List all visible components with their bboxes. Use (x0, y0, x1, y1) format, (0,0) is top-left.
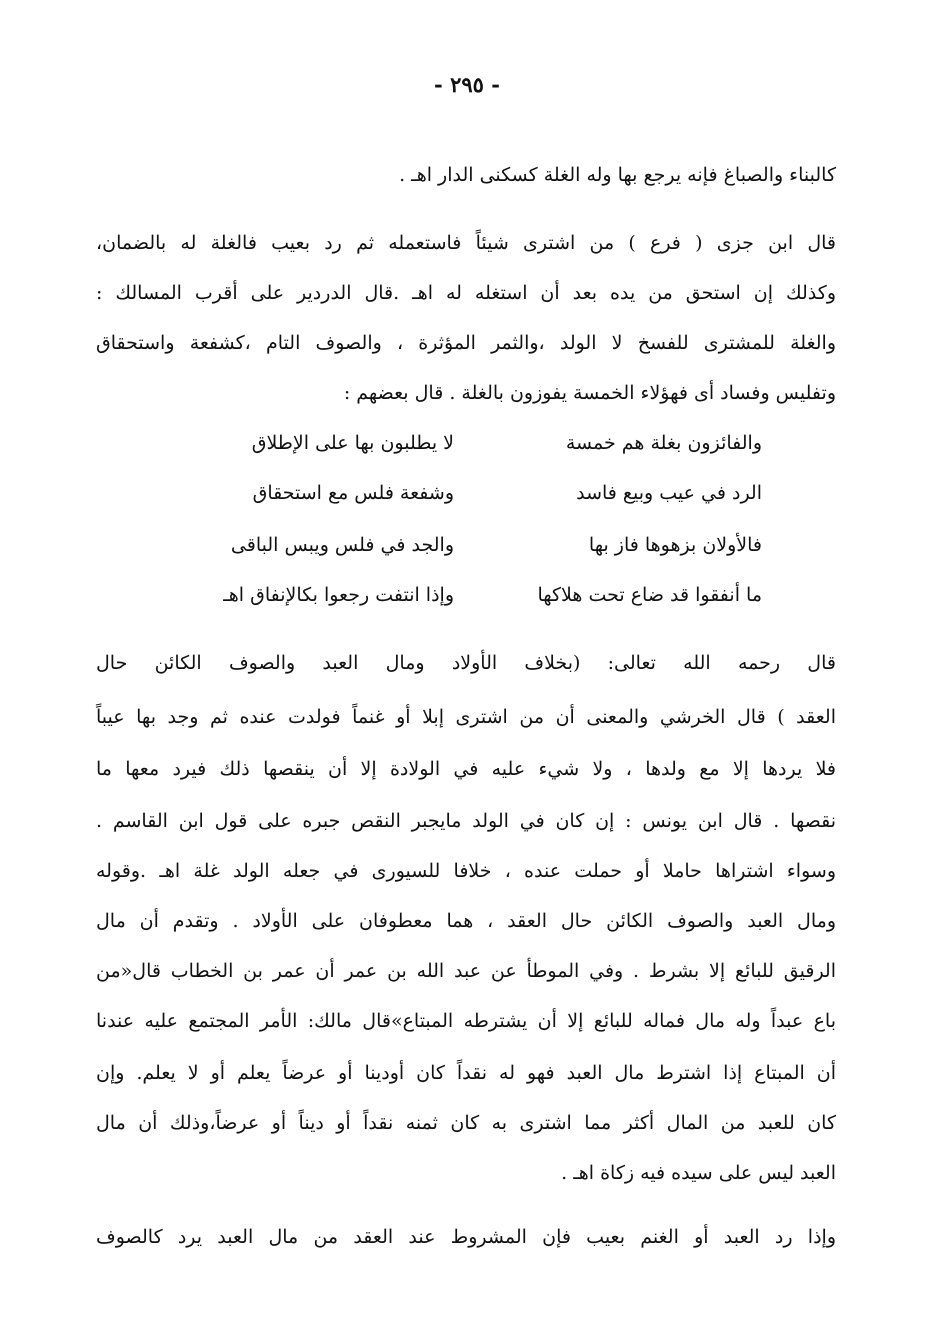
verse-second-hemistich: وشفعة فلس مع استحقاق (252, 482, 454, 504)
verse-first-hemistich: ما أنفقوا قد ضاع تحت هلاكها (537, 584, 762, 606)
text-line: باع عبداً وله مال فماله للبائع إلا أن يشترطه المبتاع»قال مالك: الأمر المجتمع عليه عندنا (96, 1010, 836, 1032)
text-line: وإذا رد العبد أو الغنم بعيب فإن المشروط عند العقد من مال العبد يرد كالصوف (96, 1226, 836, 1248)
text-line: قال رحمه الله تعالى: (بخلاف الأولاد ومال العبد والصوف الكائن حال (96, 652, 836, 674)
verse-first-hemistich: والفائزون بغلة هم خمسة (565, 432, 762, 454)
text-line: العبد ليس على سيده فيه زكاة اهـ . (561, 1162, 836, 1184)
verse-second-hemistich: وإذا انتفت رجعوا بكالإنفاق اهـ (223, 584, 454, 606)
verse-second-hemistich: لا يطلبون بها على الإطلاق (251, 432, 454, 454)
text-line: وتفليس وفساد أى فهؤلاء الخمسة يفوزون بالغلة . قال بعضهم : (343, 382, 836, 404)
verse-first-hemistich: الرد في عيب وبيع فاسد (576, 482, 762, 504)
text-line: كالبناء والصباغ فإنه يرجع بها وله الغلة كسكنى الدار اهـ . (399, 164, 836, 186)
verse-first-hemistich: فالأولان بزهوها فاز بها (588, 534, 762, 556)
text-line: والغلة للمشترى للفسخ لا الولد ،والثمر المؤثرة ، والصوف التام ،كشفعة واستحقاق (96, 332, 836, 354)
text-line: أن المبتاع إذا اشترط مال العبد فهو له نقداً كان أودينا أو عرضاً يعلم أو لا يعلم. وإن (96, 1062, 836, 1084)
text-line: كان للعبد من المال أكثر مما اشترى به كان ثمنه نقداً أو ديناً أو عرضاً،وذلك أن مال (96, 1112, 836, 1134)
text-line: العقد ) قال الخرشي والمعنى أن من اشترى إبلا أو غنماً فولدت عنده ثم وجد بها عيباً (96, 706, 836, 728)
text-line: وسواء اشتراها حاملا أو حملت عنده ، خلافا للسيورى في جعله الولد غلة اهـ .وقوله (96, 860, 836, 882)
page-number: - ٢٩٥ - (434, 72, 500, 97)
text-line: الرقيق للبائع إلا بشرط . وفي الموطأ عن عبد الله بن عمر أن عمر بن الخطاب قال«من (96, 960, 836, 982)
text-line: وكذلك إن استحق من يده بعد أن استغله له اهـ .قال الدردير على أقرب المسالك : (96, 282, 836, 304)
text-line: فلا يردها إلا مع ولدها ، ولا شيء عليه في الولادة إلا أن ينقصها ذلك فيرد معها ما (96, 758, 836, 780)
verse-second-hemistich: والجد في فلس ويبس الباقى (230, 534, 454, 556)
text-line: نقصها . قال ابن يونس : إن كان في الولد مايجبر النقص جبره على قول ابن القاسم . (96, 810, 836, 832)
text-line: قال ابن جزى ( فرع ) من اشترى شيئاً فاستعمله ثم رد بعيب فالغلة له بالضمان، (96, 232, 836, 254)
text-line: ومال العبد والصوف الكائن حال العقد ، هما معطوفان على الأولاد . وتقدم أن مال (96, 910, 836, 932)
